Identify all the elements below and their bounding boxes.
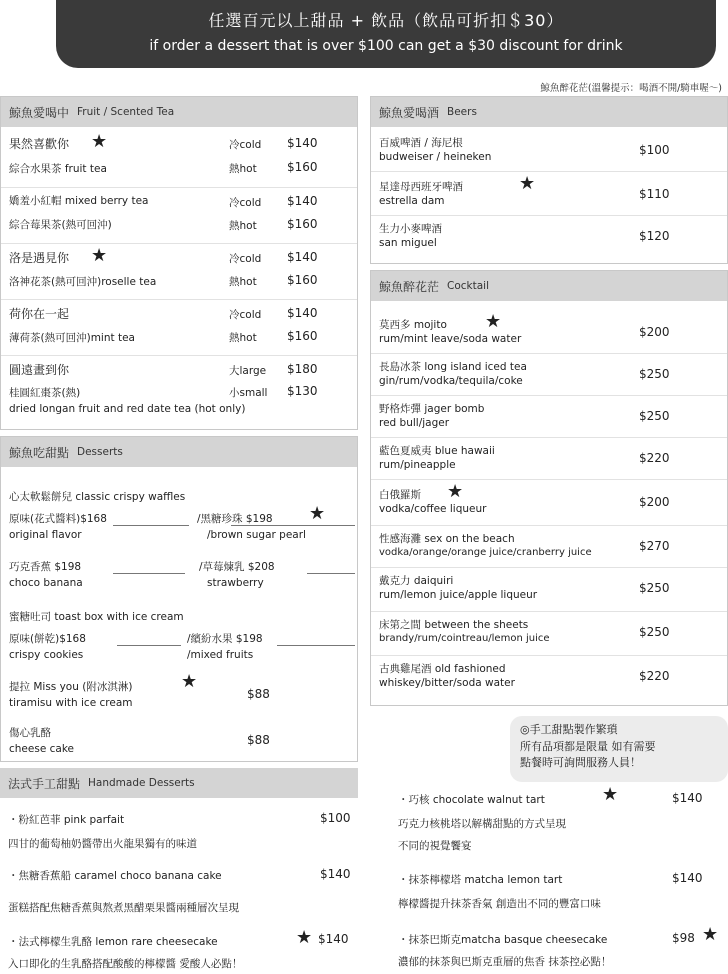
tea-section	[0, 96, 358, 430]
star-icon: ★	[702, 924, 719, 945]
item-price: $120	[639, 229, 670, 243]
divider	[371, 525, 727, 526]
item-price: $250	[639, 625, 670, 639]
beers-section	[370, 96, 728, 264]
item-name: 野格炸彈 jager bomb	[379, 403, 485, 415]
item-name: 長島冰茶 long island iced tea	[379, 361, 527, 373]
item-name: 百威啤酒 / 海尼根	[379, 137, 463, 149]
waffle-option-en: choco banana	[9, 577, 83, 589]
item-price: $140	[318, 932, 349, 946]
star-icon: ★	[91, 131, 108, 152]
divider	[371, 437, 727, 438]
item-name-en: 桂圓紅棗茶(熱)	[9, 387, 81, 399]
divider	[371, 655, 727, 656]
waffle-option: 巧克香蕉 $198	[9, 561, 82, 573]
item-price: $250	[639, 581, 670, 595]
item-name: 床第之間 between the sheets	[379, 619, 529, 631]
item-name: ・巧核 chocolate walnut tart	[398, 794, 545, 806]
divider	[371, 353, 727, 354]
star-icon: ★	[91, 245, 108, 266]
item-name-en: rum/mint leave/soda water	[379, 333, 522, 345]
toast-heading: 蜜糖吐司 toast box with ice cream	[9, 611, 184, 623]
item-price: $200	[639, 495, 670, 509]
waffle-option-en: strawberry	[207, 577, 264, 589]
option-label: 冷cold	[229, 139, 262, 151]
item-description: 濃郁的抹茶與巴斯克重層的焦香 抹茶控必點！	[398, 956, 612, 968]
item-description: 四甘的葡萄柚奶醬帶出火龍果獨有的味道	[8, 838, 197, 850]
item-name-en: 薄荷茶(熱可回沖)mint tea	[9, 332, 135, 344]
cocktail-section	[370, 270, 728, 706]
desserts-section-title: 鯨魚吃甜點	[9, 445, 70, 460]
item-price: $130	[287, 384, 318, 398]
item-name-en: rum/pineapple	[379, 459, 456, 471]
option-label: 熱hot	[229, 332, 257, 344]
item-name: 性感海灘 sex on the beach	[379, 533, 515, 545]
item-price: $220	[639, 451, 670, 465]
notice-line: ◎手工甜點製作繁瑣	[520, 723, 618, 736]
cocktail-section-title: 鯨魚醉花茫	[379, 279, 440, 294]
option-label: 熱hot	[229, 220, 257, 232]
waffle-option: 原味(花式醬料)$168	[9, 513, 107, 525]
item-name: ・粉紅芭菲 pink parfait	[8, 814, 125, 826]
item-description: 巧克力核桃塔以解構甜點的方式呈現	[398, 818, 566, 830]
item-name: 提拉 Miss you (附冰淇淋)	[9, 681, 133, 693]
item-description: dried longan fruit and red date tea (hot only)	[9, 403, 246, 415]
drink-warning-note: 鯨魚醉花茫(溫馨提示：喝酒不開/騎車喔～)	[540, 83, 722, 94]
item-price: $100	[320, 811, 351, 825]
divider	[371, 395, 727, 396]
divider	[371, 171, 727, 172]
item-name: 嬌羞小紅帽 mixed berry tea	[9, 195, 149, 207]
item-price: $88	[247, 733, 270, 747]
star-icon: ★	[309, 503, 326, 524]
item-price: $200	[639, 325, 670, 339]
french-desserts-title: 法式手工甜點	[8, 776, 81, 791]
item-description: 蛋糕搭配焦糖香蕉與熬煮黑醋栗果醬兩種層次呈現	[8, 902, 239, 914]
waffle-option: /草莓煉乳 $208	[199, 561, 275, 573]
item-name-en: san miguel	[379, 237, 437, 249]
item-name: ・法式檸檬生乳酪 lemon rare cheesecake	[8, 936, 218, 948]
item-description: 入口即化的生乳酪搭配酸酸的檸檬醬 愛酸人必點！	[8, 958, 243, 970]
option-label: 冷cold	[229, 197, 262, 209]
item-price: $180	[287, 362, 318, 376]
star-icon: ★	[447, 481, 464, 502]
option-label: 大large	[229, 365, 267, 377]
item-name-en: brandy/rum/cointreau/lemon juice	[379, 633, 550, 644]
item-name: 生力小麥啤酒	[379, 223, 442, 235]
waffle-option-en: original flavor	[9, 529, 82, 541]
promo-line-en: if order a dessert that is over $100 can get a $30 discount for drink	[149, 38, 623, 54]
item-price: $140	[672, 791, 703, 805]
promo-line-zh: 任選百元以上甜品 + 飲品（飲品可折扣＄30）	[208, 11, 564, 30]
item-price: $250	[639, 409, 670, 423]
tea-section-header	[1, 97, 357, 127]
waffle-heading: 心太軟鬆餅兒 classic crispy waffles	[9, 491, 186, 503]
item-price: $140	[287, 306, 318, 320]
toast-option-en: /mixed fruits	[187, 649, 254, 661]
item-name-en: budweiser / heineken	[379, 151, 492, 163]
item-name-en: vodka/orange/orange juice/cranberry juice	[379, 547, 592, 558]
item-price: $160	[287, 329, 318, 343]
beers-section-title: 鯨魚愛喝酒	[379, 105, 440, 120]
star-icon: ★	[181, 671, 198, 692]
underline	[231, 525, 355, 526]
divider	[371, 479, 727, 480]
promo-banner	[56, 0, 716, 68]
item-name: 藍色夏威夷 blue hawaii	[379, 445, 495, 457]
item-name-en: 洛神花茶(熱可回沖)roselle tea	[9, 276, 157, 288]
item-price: $100	[639, 143, 670, 157]
item-price: $140	[287, 194, 318, 208]
item-price: $88	[247, 687, 270, 701]
divider	[371, 611, 727, 612]
underline	[277, 645, 355, 646]
star-icon: ★	[485, 311, 502, 332]
item-name-en: tiramisu with ice cream	[9, 697, 133, 709]
item-price: $140	[287, 136, 318, 150]
item-price: $220	[639, 669, 670, 683]
notice-line: 所有品項都是限量 如有需要	[520, 739, 656, 753]
item-name: 古典雞尾酒 old fashioned	[379, 663, 506, 675]
tea-section-title-en: Fruit / Scented Tea	[77, 106, 175, 118]
star-icon: ★	[296, 927, 313, 948]
beers-section-title-en: Beers	[447, 106, 477, 118]
item-name: 戴克力 daiquiri	[379, 575, 454, 587]
underline	[307, 573, 355, 574]
item-name: ・焦糖香蕉船 caramel choco banana cake	[8, 870, 222, 882]
waffle-option-en: /brown sugar pearl	[207, 529, 306, 541]
item-price: $160	[287, 217, 318, 231]
underline	[113, 525, 189, 526]
item-name: 白俄羅斯	[379, 489, 421, 501]
item-name-en: gin/rum/vodka/tequila/coke	[379, 375, 523, 387]
item-name: 荷你在一起	[9, 307, 70, 321]
tea-section-title: 鯨魚愛喝中	[9, 105, 70, 120]
underline	[117, 645, 181, 646]
handmade-notice	[510, 716, 728, 782]
item-name-en: whiskey/bitter/soda water	[379, 677, 515, 689]
option-label: 小small	[229, 387, 268, 399]
cocktail-section-title-en: Cocktail	[447, 280, 490, 292]
star-icon: ★	[602, 784, 619, 805]
item-price: $270	[639, 539, 670, 553]
toast-option: 原味(餅乾)$168	[9, 633, 86, 645]
item-name: 洛是遇見你	[9, 251, 70, 265]
item-name: 莫西多 mojito	[379, 319, 447, 331]
divider	[371, 215, 727, 216]
waffle-option: /黑糖珍珠 $198	[197, 513, 273, 525]
item-name: 星達母西班牙啤酒	[379, 181, 463, 193]
item-price: $160	[287, 160, 318, 174]
item-name: 傷心乳酪	[9, 727, 51, 739]
toast-option-en: crispy cookies	[9, 649, 84, 661]
option-label: 冷cold	[229, 253, 262, 265]
option-label: 熱hot	[229, 163, 257, 175]
underline	[113, 573, 185, 574]
notice-line: 點餐時可詢問服務人員！	[520, 756, 641, 769]
item-name: 圓遠畫到你	[9, 363, 70, 377]
divider	[1, 187, 357, 188]
item-name: ・抹茶檸檬塔 matcha lemon tart	[398, 874, 563, 886]
divider	[1, 355, 357, 356]
french-desserts-title-en: Handmade Desserts	[88, 777, 195, 789]
item-name-en: red bull/jager	[379, 417, 450, 429]
item-description: 檸檬醬提升抹茶香氣 創造出不同的豐富口味	[398, 898, 601, 910]
item-price: $110	[639, 187, 670, 201]
item-name-en: 綜合莓果茶(熱可回沖)	[9, 219, 112, 231]
item-name: ・抹茶巴斯克matcha basque cheesecake	[398, 934, 608, 946]
item-price: $140	[287, 250, 318, 264]
star-icon: ★	[519, 173, 536, 194]
desserts-section-title-en: Desserts	[77, 446, 123, 458]
cocktail-section-header	[371, 271, 727, 301]
item-name-en: rum/lemon juice/apple liqueur	[379, 589, 538, 601]
divider	[371, 567, 727, 568]
item-name-en: vodka/coffee liqueur	[379, 503, 487, 515]
item-description: 不同的視覺饗宴	[398, 840, 472, 852]
divider	[1, 243, 357, 244]
desserts-section	[0, 436, 358, 762]
item-name-en: estrella dam	[379, 195, 445, 207]
item-price: $98	[672, 931, 695, 945]
option-label: 熱hot	[229, 276, 257, 288]
desserts-section-header	[1, 437, 357, 467]
toast-option: /繽紛水果 $198	[187, 633, 263, 645]
item-name-en: cheese cake	[9, 743, 74, 755]
beers-section-header	[371, 97, 727, 127]
french-desserts-header	[0, 768, 358, 798]
item-price: $140	[672, 871, 703, 885]
item-name-en: 綜合水果茶 fruit tea	[9, 163, 107, 175]
item-name: 果然喜歡你	[9, 137, 70, 151]
option-label: 冷cold	[229, 309, 262, 321]
item-price: $160	[287, 273, 318, 287]
item-price: $250	[639, 367, 670, 381]
item-price: $140	[320, 867, 351, 881]
divider	[1, 299, 357, 300]
